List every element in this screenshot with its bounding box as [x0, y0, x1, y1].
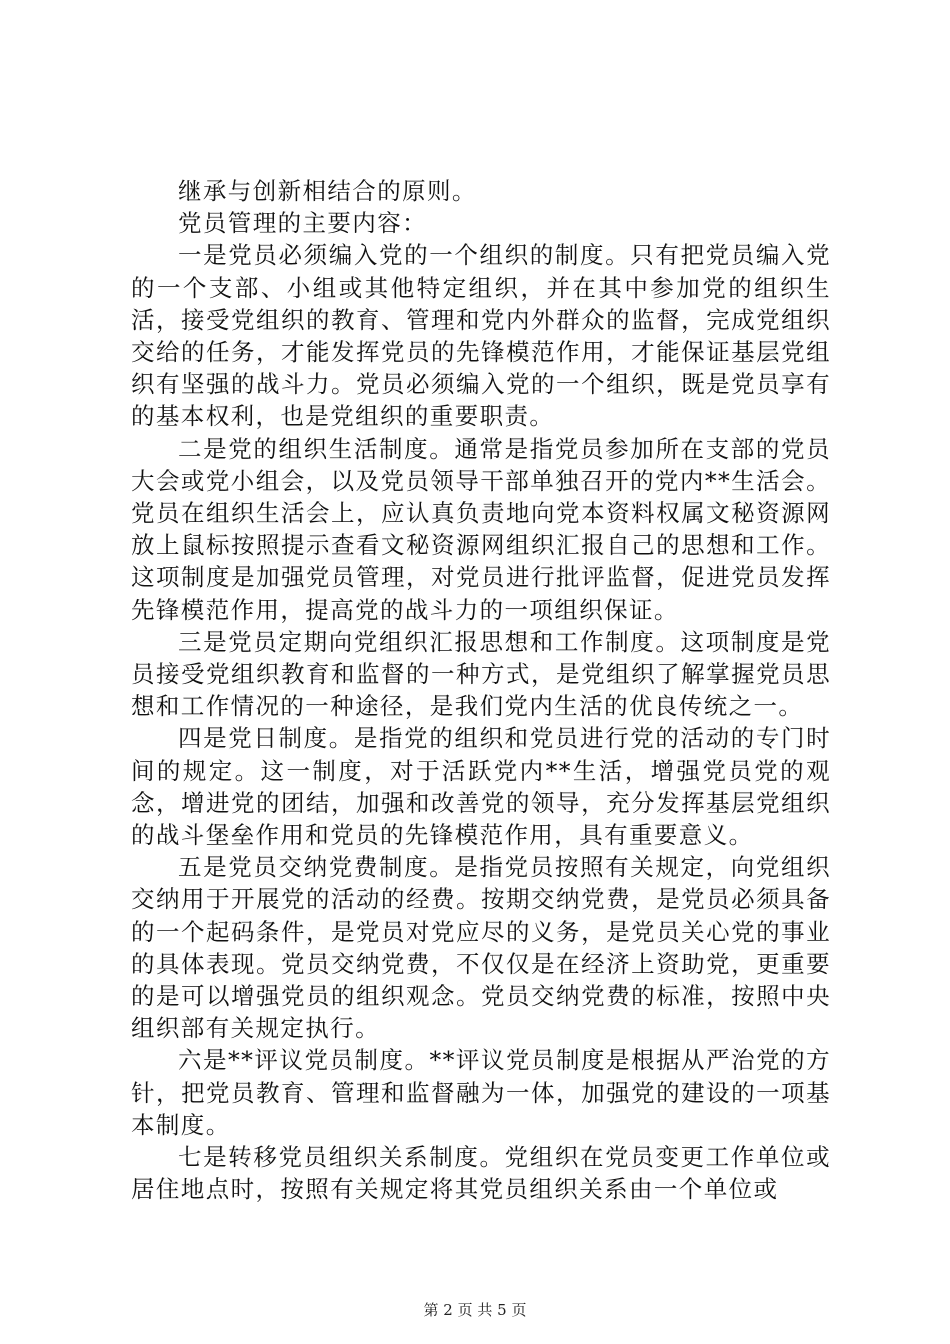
- paragraph-item-two: 二是党的组织生活制度。通常是指党员参加所在支部的党员大会或党小组会，以及党员领导干部单独召开的党内**生活会。党员在组织生活会上，应认真负责地向党本资料权属文秘资源网放上鼠标按照提示查看文秘资源网组织汇报自己的思想和工作。这项制度是加强党员管理，对党员进行批评监督，促进党员发挥先锋模范作用，提高党的战斗力的一项组织保证。: [131, 434, 831, 624]
- document-body: [131, 175, 831, 1206]
- paragraph-item-five: 五是党员交纳党费制度。是指党员按照有关规定，向党组织交纳用于开展党的活动的经费。按期交纳党费，是党员必须具备的一个起码条件，是党员对党应尽的义务，是党员关心党的事业的具体表现。党员交纳党费，不仅仅是在经济上资助党，更重要的是可以增强党员的组织观念。党员交纳党费的标准，按照中央组织部有关规定执行。: [131, 853, 831, 1043]
- page-number-footer: 第 2 页 共 5 页: [423, 1301, 527, 1319]
- paragraph-item-seven: 七是转移党员组织关系制度。党组织在党员变更工作单位或居住地点时，按照有关规定将其党员组织关系由一个单位或: [131, 1143, 831, 1204]
- paragraph-item-three: 三是党员定期向党组织汇报思想和工作制度。这项制度是党员接受党组织教育和监督的一种方式，是党组织了解掌握党员思想和工作情况的一种途径，是我们党内生活的优良传统之一。: [131, 627, 831, 721]
- paragraph-item-one: 一是党员必须编入党的一个组织的制度。只有把党员编入党的一个支部、小组或其他特定组织，并在其中参加党的组织生活，接受党组织的教育、管理和党内外群众的监督，完成党组织交给的任务，才能发挥党员的先锋模范作用，才能保证基层党组织有坚强的战斗力。党员必须编入党的一个组织，既是党员享有的基本权利，也是党组织的重要职责。: [131, 241, 831, 431]
- paragraph-item-four: 四是党日制度。是指党的组织和党员进行党的活动的专门时间的规定。这一制度，对于活跃党内**生活，增强党员党的观念，增进党的团结，加强和改善党的领导，充分发挥基层党组织的战斗堡垒作用和党员的先锋模范作用，具有重要意义。: [131, 724, 831, 850]
- paragraph-principle-continuation: 继承与创新相结合的原则。: [178, 177, 477, 205]
- paragraph-main-contents-heading: 党员管理的主要内容：: [178, 209, 427, 238]
- paragraph-item-six: 六是**评议党员制度。**评议党员制度是根据从严治党的方针，把党员教育、管理和监督融为一体，加强党的建设的一项基本制度。: [131, 1046, 831, 1139]
